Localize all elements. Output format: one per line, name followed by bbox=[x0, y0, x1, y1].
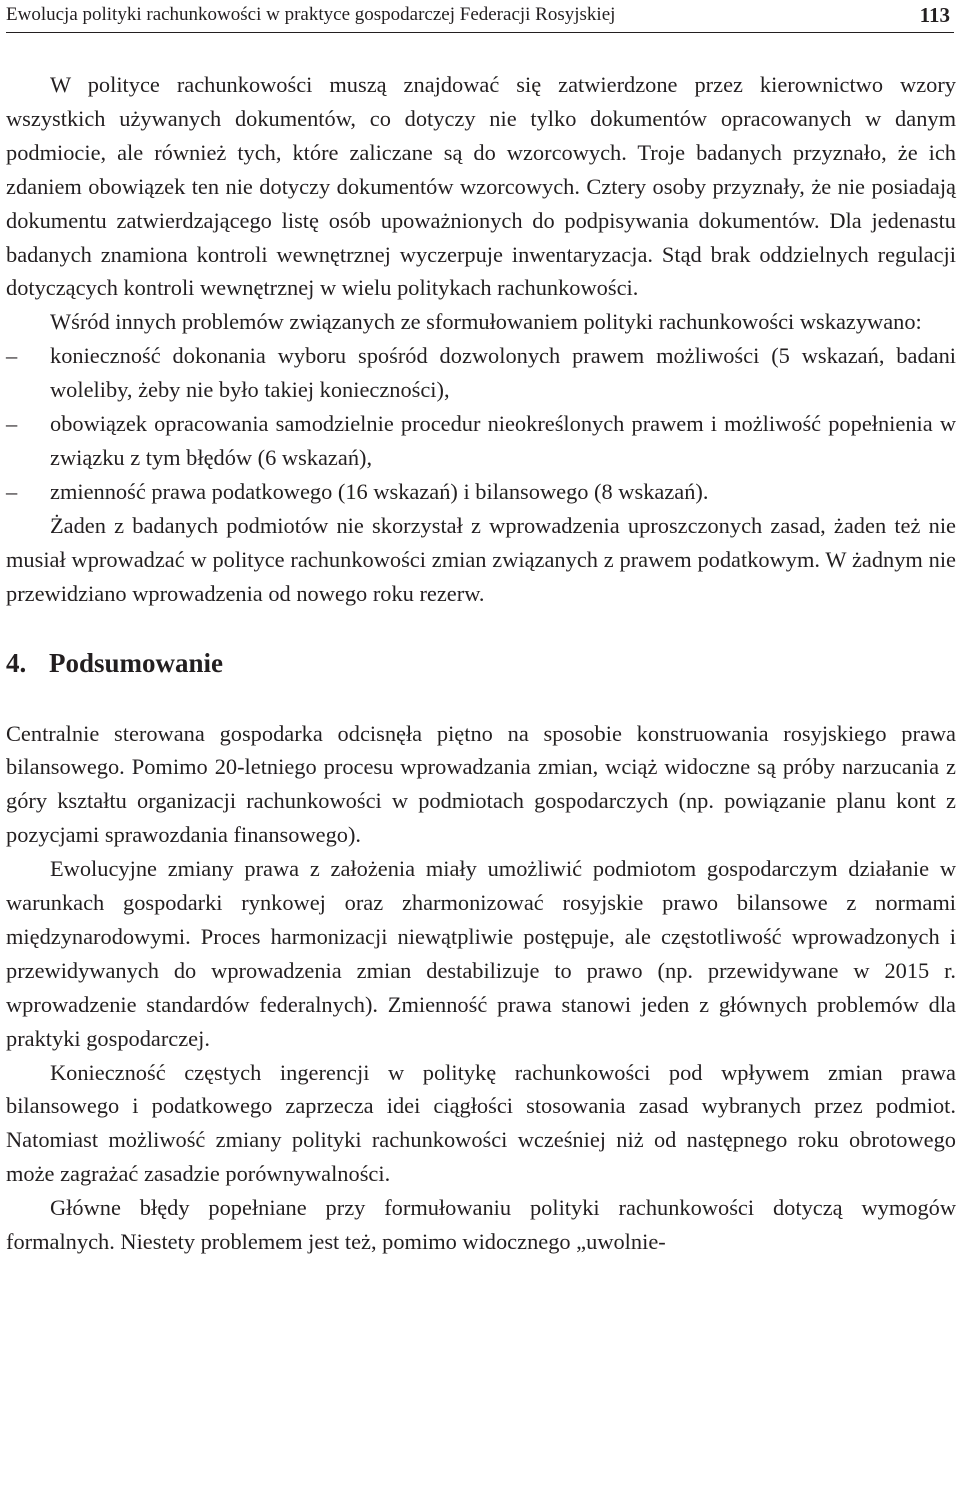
section-title: Podsumowanie bbox=[49, 647, 224, 678]
paragraph: W polityce rachunkowości muszą znajdować się zatwierdzone przez kierownictwo wzory wszystkich używanych dokumentów, co dotyczy nie tylko dokumentów opracowanych w danym podmiocie, ale również tych, które zaliczane są do wzorcowych. Troje badanych przyznało, że ich zdaniem obowiązek ten nie dotyczy dokumentów wzorcowych. Cztery osoby przyznały, że nie posiadają dokumentu zatwierdzającego listę osób upoważnionych do podpisywania dokumentów. Dla jedenastu badanych znamiona kontroli wewnętrznej wyczerpuje inwentaryzacja. Stąd brak oddzielnych regulacji dotyczących kontroli wewnętrznej w wielu politykach rachunkowości. bbox=[6, 72, 956, 301]
problem-list bbox=[6, 339, 956, 509]
list-item: – zmienność prawa podatkowego (16 wskazań) i bilansowego (8 wskazań). bbox=[6, 475, 956, 509]
running-header bbox=[6, 0, 954, 33]
paragraph: Wśród innych problemów związanych ze sformułowaniem polityki rachunkowości wskazywano: bbox=[50, 309, 922, 335]
list-item: – obowiązek opracowania samodzielnie procedur nieokreślonych prawem i możliwość popełnienia w związku z tym błędów (6 wskazań), bbox=[6, 407, 956, 475]
running-title: Ewolucja polityki rachunkowości w praktyce gospodarczej Federacji Rosyjskiej bbox=[6, 4, 616, 25]
body-text bbox=[6, 68, 956, 1259]
paragraph: Żaden z badanych podmiotów nie skorzystał z wprowadzenia uproszczonych zasad, żaden też nie musiał wprowadzać w polityce rachunkowości zmian związanych z prawem podatkowym. W żadnym nie przewidziano wprowadzenia od nowego roku rezerw. bbox=[6, 512, 956, 606]
list-item: – konieczność dokonania wyboru spośród dozwolonych prawem możliwości (5 wskazań, badani woleliby, żeby nie było takiej konieczności), bbox=[6, 339, 956, 407]
page-number: 113 bbox=[919, 3, 950, 27]
paragraph: Konieczność częstych ingerencji w politykę rachunkowości pod wpływem zmian prawa bilansowego i podatkowego zaprzecza idei ciągłości stosowania zasad wybranych przez podmiot. Natomiast możliwość zmiany polityki rachunkowości wcześniej niż od następnego roku obrotowego może zagrażać zasadzie porównywalności. bbox=[6, 1059, 956, 1187]
paragraph: Główne błędy popełniane przy formułowaniu polityki rachunkowości dotyczą wymogów formalnych. Niestety problemem jest też, pomimo widocznego „uwolnie- bbox=[6, 1195, 956, 1255]
section-heading bbox=[6, 645, 956, 681]
paragraph: Centralnie sterowana gospodarka odcisnęła piętno na sposobie konstruowania rosyjskiego prawa bilansowego. Pomimo 20-letniego procesu wprowadzania zmian, wciąż widoczne są próby narzucania z góry kształtu organizacji rachunkowości w podmiotach gospodarczych (np. powiązanie planu kont z pozycjami sprawozdania finansowego). bbox=[6, 720, 956, 848]
paragraph: Ewolucyjne zmiany prawa z założenia miały umożliwić podmiotom gospodarczym działanie w warunkach gospodarki rynkowej oraz zharmonizować rosyjskie prawo bilansowe z normami międzynarodowymi. Proces harmonizacji niewątpliwie postępuje, ale częstotliwość wprowadzonych i przewidywanych do wprowadzenia zmian destabilizuje to prawo (np. przewidywane w 2015 r. wprowadzenie standardów federalnych). Zmienność prawa stanowi jeden z głównych problemów dla praktyki gospodarczej. bbox=[6, 856, 956, 1051]
section-number: 4. bbox=[6, 647, 27, 678]
